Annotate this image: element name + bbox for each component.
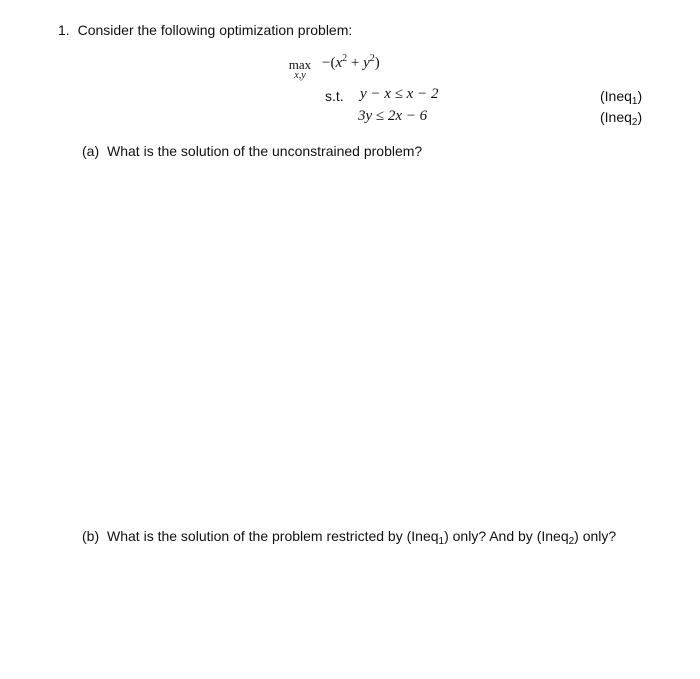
constraint-2-expression: 3y ≤ 2x − 6 (358, 108, 428, 124)
problem-number: 1. (58, 22, 70, 38)
objective-x-exponent: 2 (342, 53, 348, 64)
objective-x: x (335, 55, 343, 71)
constraint-2-label (600, 109, 643, 128)
part-b-subscript-1: 1 (438, 536, 445, 547)
problem-header (58, 22, 352, 38)
objective-y-exponent: 2 (369, 53, 375, 64)
objective-function (322, 55, 380, 72)
ineq-label-text: (Ineq (600, 88, 632, 104)
part-b-subscript-2: 2 (568, 536, 575, 547)
part-a-label: (a) (82, 143, 100, 159)
ineq-label-subscript: 1 (631, 96, 638, 107)
part-b-text-3: ) only? (574, 528, 617, 544)
ineq-label-subscript: 2 (631, 117, 638, 128)
objective-plus: + (347, 55, 364, 71)
objective-minus: −( (322, 55, 336, 71)
part-b-text-2: ) only? And by (Ineq (444, 528, 569, 544)
objective-close: ) (374, 55, 380, 71)
ineq-label-close: ) (637, 88, 643, 104)
constraint-1-label (600, 88, 643, 107)
ineq-label-text: (Ineq (600, 109, 632, 125)
constraint-1-expression: y − x ≤ x − 2 (360, 86, 439, 102)
max-operator (286, 58, 314, 81)
part-b (82, 528, 617, 547)
part-b-label: (b) (82, 528, 100, 544)
max-variables: x,y (294, 70, 306, 81)
ineq-label-close: ) (637, 109, 643, 125)
constraint-prefix: s.t. (325, 88, 344, 104)
part-b-question (107, 528, 617, 547)
problem-intro: Consider the following optimization problem: (77, 22, 353, 38)
part-a-question: What is the solution of the unconstrained problem? (107, 143, 423, 159)
part-a (82, 143, 422, 159)
part-b-text-1: What is the solution of the problem restricted by (Ineq (107, 528, 439, 544)
objective-y: y (363, 55, 370, 71)
max-word: max (288, 57, 312, 72)
